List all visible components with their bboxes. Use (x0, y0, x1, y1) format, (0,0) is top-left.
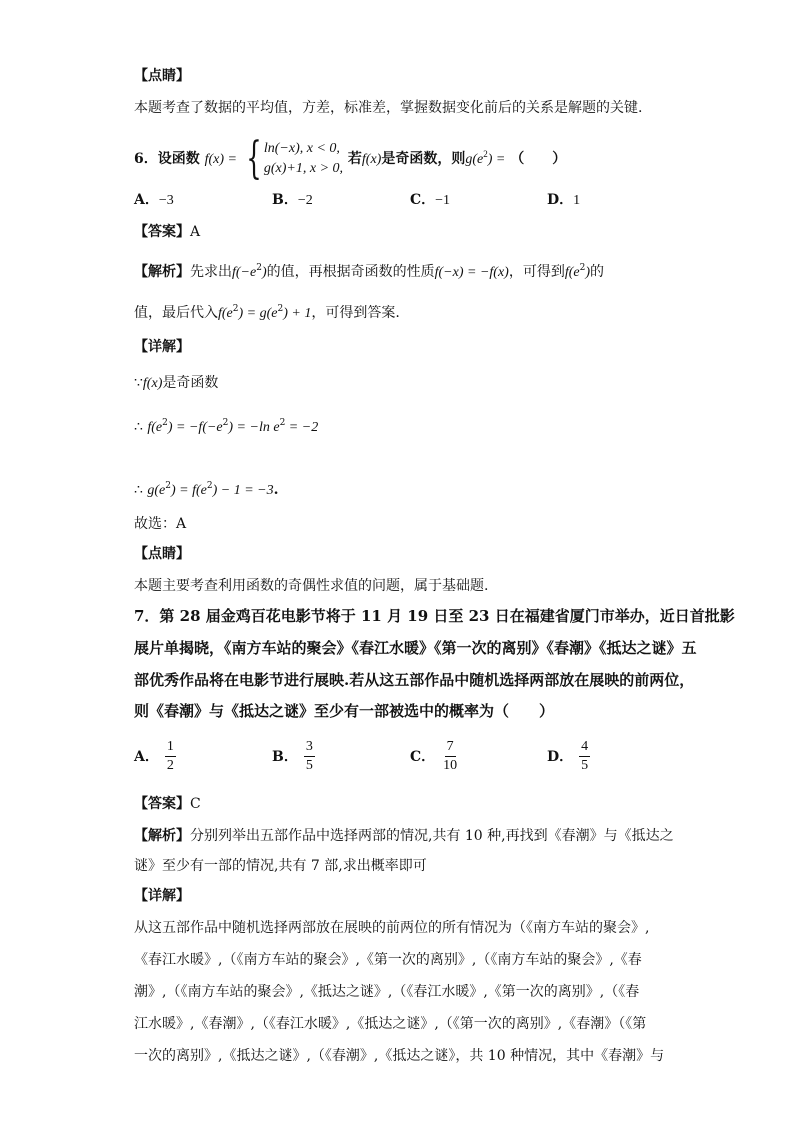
fraction: $\frac{3}{5}$ (305, 739, 313, 773)
q7-stem-line-4: 则《春潮》与《抵达之谜》至少有一部被选中的概率为（ ） (134, 702, 555, 720)
q6-option-c: C．−1 (410, 192, 451, 208)
g-of-e2: $g(e^2)$ = (465, 149, 506, 167)
function-ref: f(x) (361, 152, 382, 167)
q6-option-a: A．−3 (134, 192, 174, 208)
question-mid2: 是奇函数，则 (381, 151, 466, 167)
q7-detail-line-1: 从这五部作品中随机选择两部放在展映的前两位的所有情况为（《南方车站的聚会》, (134, 920, 650, 936)
remark-heading-1: 【点睛】 (134, 68, 190, 84)
q7-option-c: C． $\frac{7}{10}$ (410, 739, 458, 773)
q6-step-1: ∵f(x)是奇函数 (134, 375, 219, 391)
question-mid: 若 (347, 151, 362, 167)
q6-step-2: ∴ $f(e^2) = -f(-e^2) = -\ln$ $e^2 = -2$ (134, 418, 319, 435)
q6-answer: 【答案】A (134, 224, 201, 240)
answer-blank: （ ） (510, 151, 567, 167)
q7-detail-line-5: 一次的离别》,《抵达之谜》,（《春潮》,《抵达之谜》，共 10 种情况，其中《春潮》与 (134, 1048, 665, 1064)
piecewise-function (242, 133, 344, 184)
remark-text-1: 本题考查了数据的平均值，方差，标准差，掌握数据变化前后的关系是解题的关键. (134, 100, 643, 116)
case-2: g(x)+1, x > 0, (263, 161, 344, 176)
q7-detail-line-3: 潮》,（《南方车站的聚会》,《抵达之谜》,（《春江水暖》,《第一次的离别》,（《春 (134, 984, 640, 1000)
q7-option-a: A． $\frac{1}{2}$ (134, 739, 174, 773)
case-1: ln(−x), x < 0, (263, 141, 340, 156)
q7-detail-heading: 【详解】 (134, 888, 190, 904)
fraction: $\frac{4}{5}$ (581, 739, 589, 773)
q7-stem-line-2: 展片单揭晓，《南方车站的聚会》《春江水暖》《第一次的离别》《春潮》《抵达之谜》五 (134, 639, 697, 657)
q7-stem-line-1: 7．第 28 届金鸡百花电影节将于 11 月 19 日至 23 日在福建省厦门市举办，近日首批影 (134, 607, 735, 625)
q7-answer: 【答案】C (134, 796, 201, 812)
fraction: $\frac{1}{2}$ (166, 739, 174, 773)
question-number: 6． (134, 151, 158, 167)
q7-option-d: D． $\frac{4}{5}$ (547, 739, 589, 773)
q6-detail-heading: 【详解】 (134, 339, 190, 355)
q7-analysis-line-1: 【解析】分别列举出五部作品中选择两部的情况,共有 10 种,再找到《春潮》与《抵达之 (134, 828, 674, 844)
q6-analysis-line-1: 【解析】先求出$f(-e^2)$的值，再根据奇函数的性质f(−x) = −f(x)，可得到$f(e^2)$的 (134, 263, 604, 280)
q7-detail-line-2: 《春江水暖》,（《南方车站的聚会》,《第一次的离别》,（《南方车站的聚会》,《春 (134, 952, 642, 968)
fraction: $\frac{7}{10}$ (443, 739, 458, 773)
q6-remark-text: 本题主要考查利用函数的奇偶性求值的问题，属于基础题. (134, 578, 489, 594)
q7-stem-line-3: 部优秀作品将在电影节进行展映.若从这五部作品中随机选择两部放在展映的前两位， (134, 671, 695, 689)
question-lead: 设函数 (157, 151, 200, 167)
question-6-stem (134, 132, 566, 182)
q6-option-b: B．−2 (272, 192, 313, 208)
q6-remark-heading: 【点睛】 (134, 546, 190, 562)
q6-analysis-line-2: 值，最后代入$f(e^2) = g(e^2) + 1$，可得到答案. (134, 304, 400, 321)
q6-choice: 故选：A (134, 516, 187, 532)
q7-analysis-line-2: 谜》至少有一部的情况,共有 7 部,求出概率即可 (134, 858, 427, 874)
q7-option-b: B． $\frac{3}{5}$ (272, 739, 313, 773)
q6-step-3: ∴ $g(e^2) = f(e^2) - 1 = -3$. (134, 481, 279, 498)
brace-symbol: { (246, 133, 262, 184)
q6-option-d: D．1 (547, 192, 581, 208)
q7-detail-line-4: 江水暖》,《春潮》,（《春江水暖》,《抵达之谜》,（《第一次的离别》,《春潮》（《第 (134, 1016, 647, 1032)
function-def: f(x) = (204, 152, 237, 167)
